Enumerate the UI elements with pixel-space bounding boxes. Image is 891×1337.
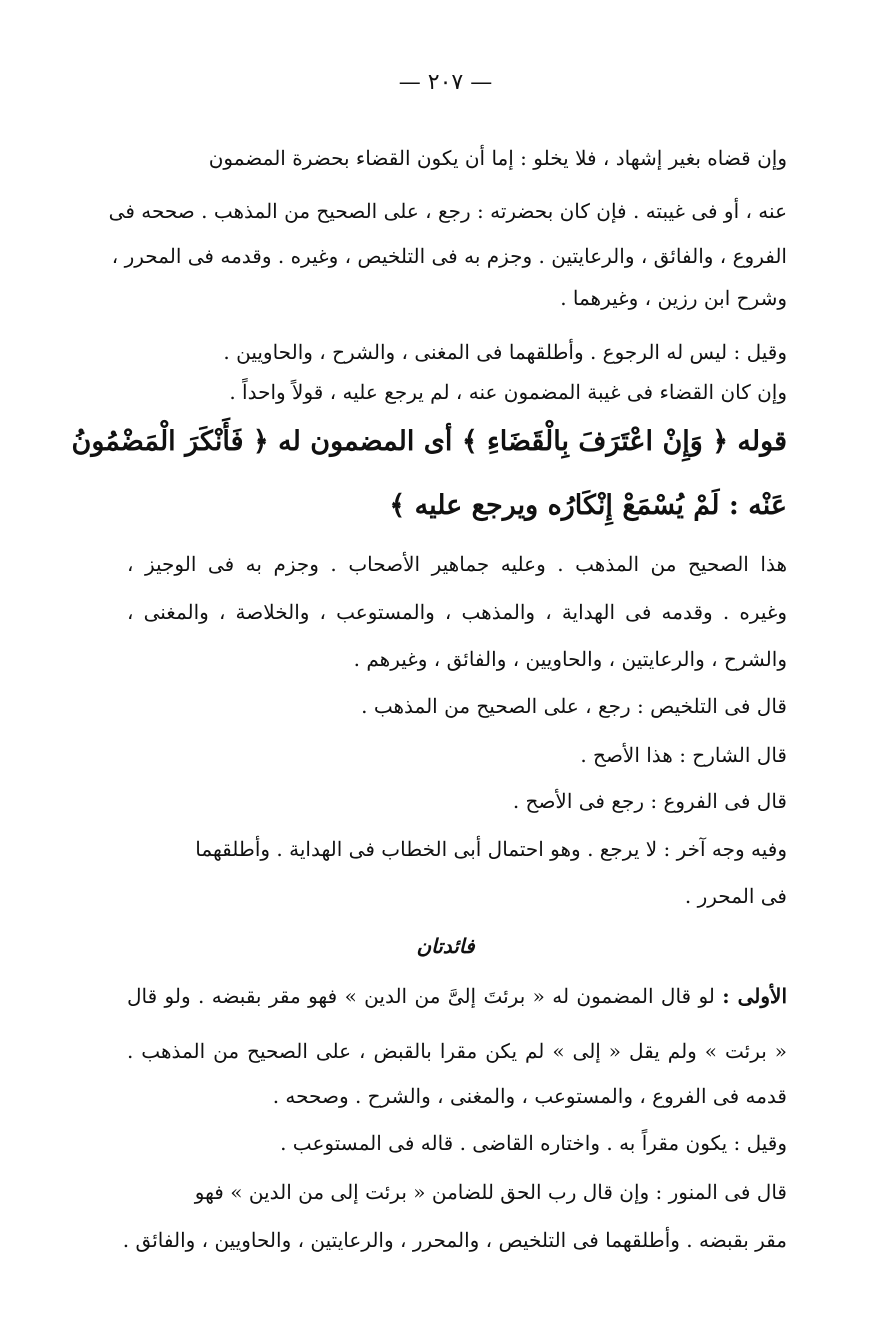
text-line: قال فى المنور : وإن قال رب الحق للضامن « برئت إلى من الدين » فهو xyxy=(194,1180,787,1204)
text-line: فى المحرر . xyxy=(684,884,787,908)
text-line: وفيه وجه آخر : لا يرجع . وهو احتمال أبى الخطاب فى الهداية . وأطلقهما xyxy=(195,837,787,861)
text-line: قدمه فى الفروع ، والمستوعب ، والمغنى ، والشرح . وصححه . xyxy=(272,1084,787,1108)
text-line: قال فى التلخيص : رجع ، على الصحيح من المذهب . xyxy=(361,694,787,718)
text-line: وقيل : ليس له الرجوع . وأطلقهما فى المغنى ، والشرح ، والحاويين . xyxy=(223,340,787,364)
text-line xyxy=(127,980,787,1012)
text-line: « برئت » ولم يقل « إلى » لم يكن مقرا بالقبض ، على الصحيح من المذهب . xyxy=(127,1039,787,1063)
text-line: والشرح ، والرعايتين ، والحاويين ، والفائق ، وغيرهم . xyxy=(353,647,787,671)
text-line: قال الشارح : هذا الأصح . xyxy=(580,743,787,767)
text-line: قال فى الفروع : رجع فى الأصح . xyxy=(512,789,787,813)
text-line: عنه ، أو فى غيبته . فإن كان بحضرته : رجع ، على الصحيح من المذهب . صححه فى xyxy=(108,199,787,223)
section-heading: فائدتان xyxy=(416,934,475,958)
text-line: وإن كان القضاء فى غيبة المضمون عنه ، لم يرجع عليه ، قولاً واحداً . xyxy=(229,380,787,404)
page-number: — ٢٠٧ — xyxy=(398,70,493,95)
text-line: مقر بقبضه . وأطلقهما فى التلخيص ، والمحرر ، والرعايتين ، والحاويين ، والفائق . xyxy=(122,1228,787,1252)
text-line: وقيل : يكون مقراً به . واختاره القاضى . قاله فى المستوعب . xyxy=(280,1131,787,1155)
text-span: لو قال المضمون له « برئتَ إلىَّ من الدين » فهو مقر بقبضه . ولو قال xyxy=(127,984,723,1008)
first-note-label: الأولى : xyxy=(722,984,788,1008)
text-line: هذا الصحيح من المذهب . وعليه جماهير الأصحاب . وجزم به فى الوجيز ، xyxy=(127,552,787,576)
text-line: وإن قضاه بغير إشهاد ، فلا يخلو : إما أن يكون القضاء بحضرة المضمون xyxy=(208,146,787,170)
text-line: وغيره . وقدمه فى الهداية ، والمذهب ، والمستوعب ، والخلاصة ، والمغنى ، xyxy=(127,600,787,624)
matn-quote-line: قوله ﴿ وَإِنْ اعْتَرَفَ بِالْقَضَاءِ ﴾ أى المضمون له ﴿ فَأَنْكَرَ الْمَضْمُونُ xyxy=(71,426,787,457)
text-line: وشرح ابن رزين ، وغيرهما . xyxy=(560,286,787,310)
matn-quote-line: عَنْه : لَمْ يُسْمَعْ إِنْكَارُه ويرجع عليه ﴾ xyxy=(389,490,787,521)
text-line: الفروع ، والفائق ، والرعايتين . وجزم به فى التلخيص ، وغيره . وقدمه فى المحرر ، xyxy=(111,244,787,268)
